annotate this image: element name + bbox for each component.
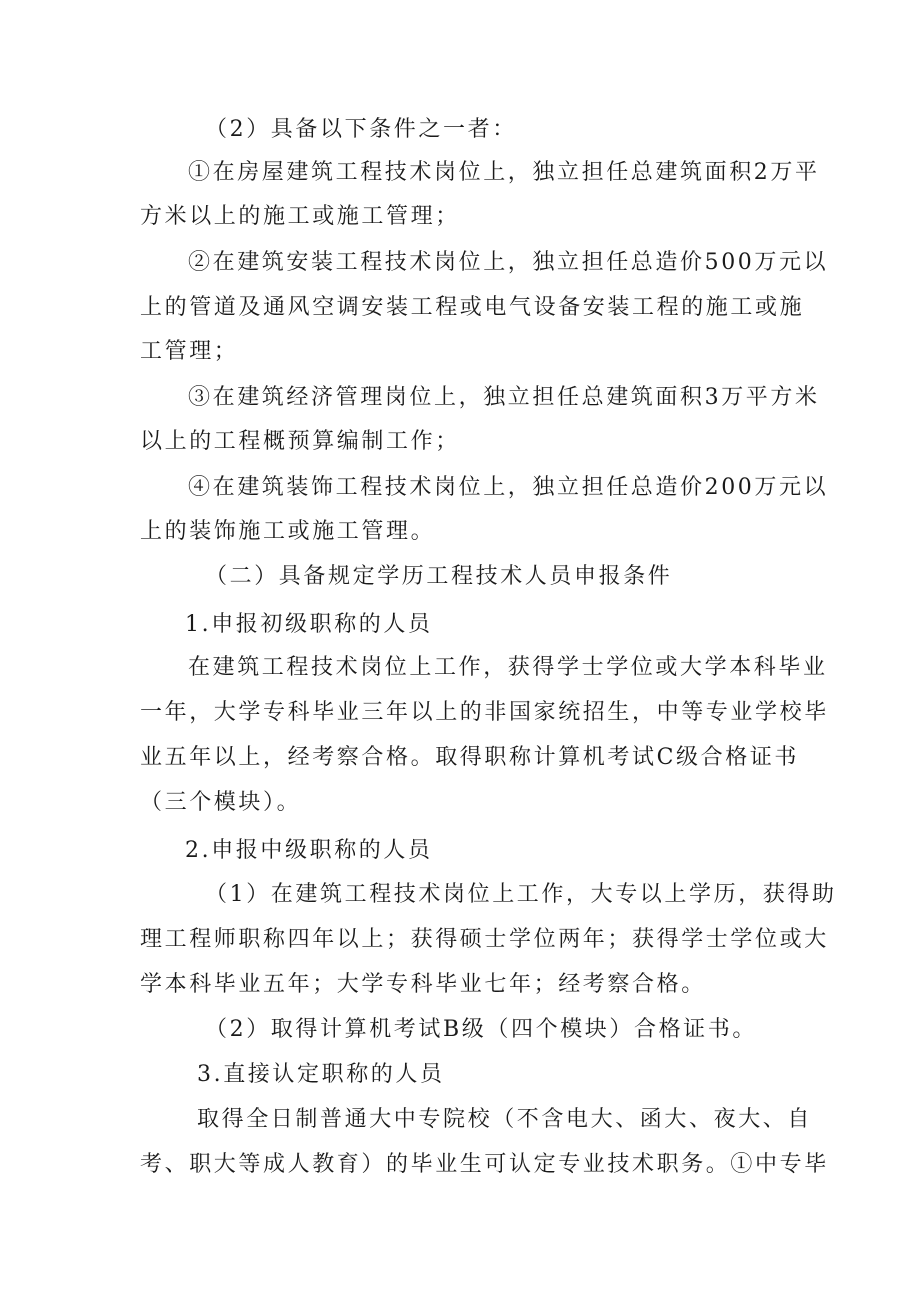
para-3-line-1: （2）取得计算机考试B级（四个模块）合格证书。 <box>205 1017 757 1042</box>
para-1-line-2: 一年，大学专科毕业三年以上的非国家统招生，中等专业学校毕 <box>140 700 829 725</box>
para-4-line-2: 考、职大等成人教育）的毕业生可认定专业技术职务。①中专毕 <box>140 1152 829 1177</box>
item-3-line-1: ③在建筑经济管理岗位上，独立担任总建筑面积3万平方米 <box>188 385 820 410</box>
para-2-line-1: （1）在建筑工程技术岗位上工作，大专以上学历，获得助 <box>205 882 837 907</box>
para-2-line-2: 理工程师职称四年以上；获得硕士学位两年；获得学士学位或大 <box>140 927 829 952</box>
item-1-line-1: ①在房屋建筑工程技术岗位上，独立担任总建筑面积2万平 <box>188 160 820 185</box>
item-1-line-2: 方米以上的施工或施工管理； <box>140 204 460 229</box>
section-2-heading: （二）具备规定学历工程技术人员申报条件 <box>205 564 673 589</box>
item-4-line-2: 上的装饰施工或施工管理。 <box>140 519 436 544</box>
item-2-line-3: 工管理； <box>140 339 239 364</box>
condition-2-heading: （2）具备以下条件之一者： <box>205 117 517 142</box>
sub-heading-3: 3.直接认定职称的人员 <box>197 1062 445 1087</box>
para-2-line-3: 学本科毕业五年；大学专科毕业七年；经考察合格。 <box>140 972 706 997</box>
para-1-line-4: （三个模块）。 <box>140 790 302 815</box>
item-2-line-1: ②在建筑安装工程技术岗位上，独立担任总造价500万元以 <box>188 250 829 275</box>
para-1-line-1: 在建筑工程技术岗位上工作，获得学士学位或大学本科毕业 <box>188 655 828 680</box>
sub-heading-1: 1.申报初级职称的人员 <box>185 612 433 637</box>
para-4-line-1: 取得全日制普通大中专院校（不含电大、函大、夜大、自 <box>197 1107 813 1132</box>
item-4-line-1: ④在建筑装饰工程技术岗位上，独立担任总造价200万元以 <box>188 475 829 500</box>
sub-heading-2: 2.申报中级职称的人员 <box>185 838 433 863</box>
para-1-line-3: 业五年以上，经考察合格。取得职称计算机考试C级合格证书 <box>140 745 800 770</box>
item-3-line-2: 以上的工程概预算编制工作； <box>140 429 460 454</box>
item-2-line-2: 上的管道及通风空调安装工程或电气设备安装工程的施工或施 <box>140 295 805 320</box>
